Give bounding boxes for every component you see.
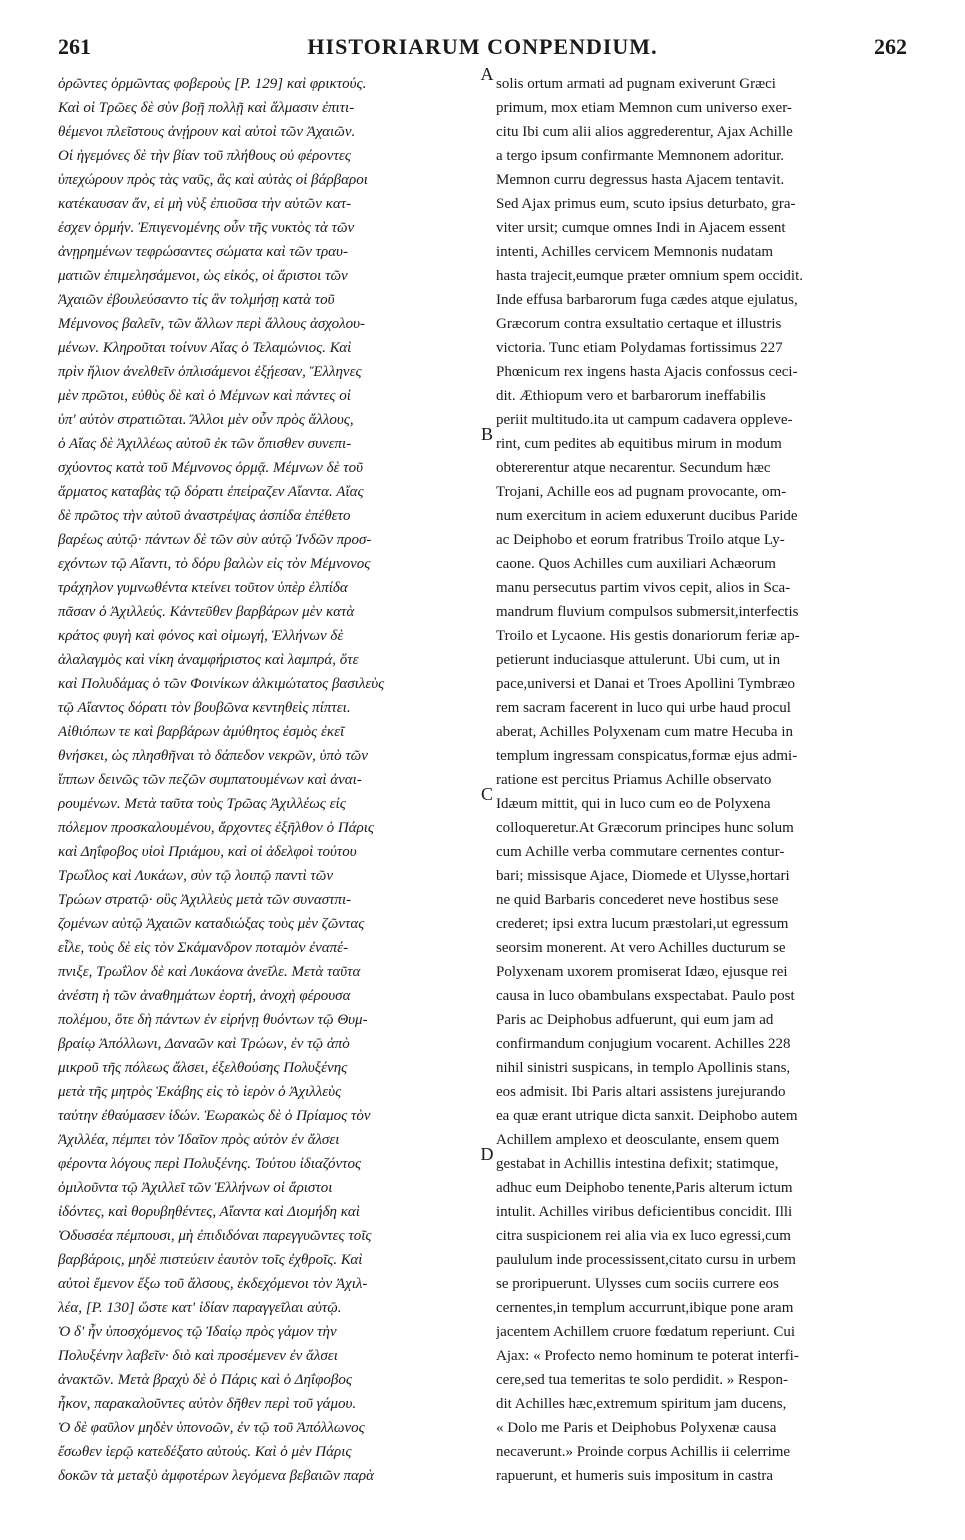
latin-text-column (496, 72, 908, 1488)
latin-text-line: ea quæ erant utrique dicta sanxit. Deiphobo autem (496, 1108, 798, 1124)
latin-text-line: primum, mox etiam Memnon cum universo exer- (496, 100, 792, 116)
greek-text-line: αὐτοὶ ἔμενον ἔξω τοῦ ἄλσους, ἐκδεχόμενοι τὸν Ἀχιλ- (58, 1276, 368, 1292)
latin-text-line: causa in luco obambulans exspectabat. Paulo post (496, 988, 795, 1004)
greek-text-line: Μέμνονος βαλεῖν, τῶν ἄλλων περὶ ἄλλους ἀσχολου- (58, 316, 365, 332)
greek-text-line: δὲ πρῶτος τὴν αὐτοῦ ἀναστρέψας ἀσπίδα ἐπέθετο (58, 508, 351, 524)
greek-text-line: Καὶ οἱ Τρῶες δὲ σὺν βοῇ πολλῇ καὶ ἅλμασιν ἐπιτι- (58, 100, 355, 116)
latin-text-line: paululum inde processissent,citato cursu in urbem (496, 1252, 796, 1268)
latin-text-line: periit multitudo.ita ut campum cadavera oppleve- (496, 412, 793, 428)
greek-text-line: καὶ Πολυδάμας ὁ τῶν Φοινίκων ἀλκιμώτατος βασιλεὺς (58, 676, 385, 692)
greek-text-line: έσχεν ὁρμήν. Ἐπιγενομένης οὖν τῆς νυκτὸς τὰ τῶν (58, 220, 355, 236)
latin-text-line: Græcorum contra exsultatio certaque et illustris (496, 316, 782, 332)
latin-text-line: cum Achille verba commutare cernentes contur- (496, 844, 785, 860)
latin-text-line: jacentem Achillem cruore fœdatum reperiunt. Cui (496, 1324, 796, 1340)
greek-text-line: βαρβάροις, μηδὲ πιστεύειν ἑαυτὸν τοῖς ἐχθροῖς. Καὶ (58, 1252, 363, 1268)
greek-text-line: λέα, [P. 130] ὥστε κατ' ἰδίαν παραγγεῖλαι αὐτῷ. (58, 1300, 342, 1316)
margin-letter-d: D (480, 1144, 494, 1164)
latin-text-line: citu Ibi cum alii alios aggrederentur, Ajax Achille (496, 124, 793, 140)
latin-text-line: intenti, Achilles cervicem Memnonis nudatam (496, 244, 774, 260)
greek-text-line: πολέμου, ὅτε δὴ πάντων ἐν εἰρήνῃ θυόντων τῷ Θυμ- (58, 1012, 368, 1028)
latin-text-line: cere,sed tua temeritas te solo perdidit. » Respon- (496, 1372, 788, 1388)
latin-text-line: Paris ac Deiphobus adfuerunt, qui eum jam ad (496, 1012, 774, 1028)
latin-text-line: ratione est percitus Priamus Achille observato (496, 772, 772, 788)
latin-text-line: aberat, Achilles Polyxenam cum matre Hecuba in (496, 724, 793, 740)
greek-text-line: Οἱ ἡγεμόνες δὲ τὴν βίαν τοῦ πλήθους οὐ φέροντες (58, 148, 351, 164)
latin-text-line: dit. Æthiopum vero et barbarorum ineffabilis (496, 388, 766, 404)
greek-text-line: Πολυξένην λαβεῖν· διὸ καὶ προσέμενεν ἐν ἄλσει (58, 1348, 338, 1364)
greek-text-line: ὁ Αἴας δὲ Ἀχιλλέως αὐτοῦ ἐκ τῶν ὄπισθεν συνεπι- (58, 436, 352, 452)
latin-text-line: intulit. Achilles viribus deficientibus concidit. Illi (496, 1204, 793, 1220)
greek-text-line: δοκῶν τὰ μεταξὺ ἀμφοτέρων λεγόμενα βεβαιῶν παρὰ (58, 1468, 374, 1484)
latin-text-line: crederet; ipsi extra lucum præstolari,ut egressum (496, 916, 789, 932)
margin-letter-a: A (480, 64, 494, 84)
latin-text-line: Phœnicum rex ingens hasta Ajacis confossus ceci- (496, 364, 798, 380)
greek-text-line: μὲν πρῶτοι, εὐθὺς δὲ καὶ ὁ Μέμνων καὶ πάντες οἱ (58, 388, 351, 404)
latin-text-line: necaverunt.» Proinde corpus Achillis ii celerrime (496, 1444, 791, 1460)
latin-text-line: eos admisit. Ibi Paris altari assistens jurejurando (496, 1084, 786, 1100)
latin-text-line: Memnon curru degressus hasta Ajacem tentavit. (496, 172, 785, 188)
greek-text-line: ἀλαλαγμὸς καὶ νίκη ἀναμφήριστος καὶ λαμπρά, ὅτε (58, 652, 359, 668)
greek-text-line: καὶ Δηΐφοβος υἱοὶ Πριάμου, καὶ οἱ ἀδελφοὶ τούτου (58, 844, 357, 860)
margin-letter-c: C (480, 784, 493, 804)
latin-text-line: manu persecutus partim vivos cepit, alios in Sca- (496, 580, 791, 596)
greek-text-line: πόλεμον προσκαλουμένου, ἄρχοντες ἐξῆλθον ὁ Πάρις (58, 820, 374, 836)
greek-text-line: Αἰθιόπων τε καὶ βαρβάρων ἀμύθητος ἐσμὸς ἐκεῖ (58, 724, 345, 740)
greek-text-line: Ἀχαιῶν ἐβουλεύσαντο τίς ἂν τολμήσῃ κατὰ τοῦ (58, 292, 335, 308)
greek-text-line: πρὶν ἥλιον ἀνελθεῖν ὁπλισάμενοι ἐξῄεσαν, Ἕλληνες (58, 364, 362, 380)
greek-text-line: ὁμιλοῦντα τῷ Ἀχιλλεῖ τῶν Ἑλλήνων οἱ ἄριστοι (58, 1180, 333, 1196)
latin-text-line: petierunt induciasque attulerunt. Ubi cum, ut in (496, 652, 781, 668)
latin-text-line: « Dolo me Paris et Deiphobus Polyxenæ causa (496, 1420, 777, 1436)
latin-text-line: adhuc eum Deiphobo tenente,Paris alterum ictum (496, 1180, 793, 1196)
greek-text-line: τῷ Αἴαντος δόρατι τὸν βουβῶνα κεντηθεὶς πίπτει. (58, 700, 351, 716)
latin-text-line: solis ortum armati ad pugnam exiverunt Græci (496, 76, 776, 92)
greek-text-line: ἅρματος καταβὰς τῷ δόρατι ἐπείραζεν Αἴαντα. Αἴας (58, 484, 364, 500)
greek-text-line: ἰδόντες, καὶ θορυβηθέντες, Αἴαντα καὶ Διομήδη καὶ (58, 1204, 360, 1220)
latin-text-line: hasta trajecit,eumque præter omnium spem occidit. (496, 268, 803, 284)
page-number-left: 261 (58, 34, 91, 59)
greek-text-line: ἵππων δεινῶς τῶν πεζῶν συμπατουμένων καὶ ἀναι- (58, 772, 362, 788)
greek-text-line: ἀνέστη ἡ τῶν ἀναθημάτων ἑορτή, ἀνοχὴ φέρουσα (58, 988, 351, 1004)
latin-text-line: se proripuerunt. Ulysses cum sociis currere eos (496, 1276, 779, 1292)
latin-text-line: rapuerunt, et humeris suis impositum in castra (496, 1468, 774, 1484)
greek-text-line: ματιῶν ἐπιμελησάμενοι, ὡς εἰκός, οἱ ἄριστοι τῶν (58, 268, 348, 284)
greek-text-line: ἀνακτῶν. Μετὰ βραχὺ δὲ ὁ Πάρις καὶ ὁ Δηΐφοβος (58, 1372, 352, 1388)
latin-text-line: num exercitum in aciem eduxerunt ducibus Paride (496, 508, 798, 524)
greek-text-line: πνιξε, Τρωΐλον δὲ καὶ Λυκάονα ἀνεῖλε. Μετὰ ταῦτα (58, 964, 361, 980)
latin-text-line: templum ingressam conspicatus,formæ ejus admi- (496, 748, 798, 764)
greek-text-line: μένων. Κληροῦται τοίνυν Αἴας ὁ Τελαμώνιος. Καὶ (58, 340, 352, 356)
latin-text-line: bari; missisque Ajace, Diomede et Ulysse,hortari (496, 868, 790, 884)
greek-text-line: κράτος φυγὴ καὶ φόνος καὶ οἰμωγή, Ἑλλήνων δὲ (58, 628, 344, 644)
greek-text-line: φέροντα λόγους περὶ Πολυξένης. Τούτου ἰδιαζόντος (58, 1156, 362, 1172)
greek-text-line: κατέκαυσαν ἄν, εἰ μὴ νὺξ ἐπιοῦσα τὴν αὐτῶν κατ- (58, 196, 352, 212)
latin-text-line: dit Achilles hæc,extremum spiritum jam ducens, (496, 1396, 787, 1412)
latin-text-line: Inde effusa barbarorum fuga cædes atque ejulatus, (496, 292, 798, 308)
greek-text-line: ὑπεχώρουν πρὸς τὰς ναῦς, ἃς καὶ αὐτὰς οἱ βάρβαροι (58, 172, 368, 188)
latin-text-line: rem sacram facerent in luco qui urbe haud procul (496, 700, 791, 716)
latin-text-line: gestabat in Achillis intestina defixit; statimque, (496, 1156, 779, 1172)
greek-text-line: θνήσκει, ὡς πλησθῆναι τὸ δάπεδον νεκρῶν, ὑπὸ τῶν (58, 748, 368, 764)
latin-text-line: cernentes,in templum accurrunt,ibique pone aram (496, 1300, 794, 1316)
latin-text-line: victoria. Tunc etiam Polydamas fortissimus 227 (496, 340, 783, 356)
latin-text-line: pace,universi et Danai et Troes Apollini Tymbræo (496, 676, 796, 692)
greek-text-line: ζομένων αὐτῷ Ἀχαιῶν καταδιώξας τοὺς μὲν ζῶντας (58, 916, 365, 932)
latin-text-line: Achillem amplexo et deosculante, ensem quem (496, 1132, 780, 1148)
latin-text-line: Troilo et Lycaone. His gestis donariorum feriæ ap- (496, 628, 800, 644)
latin-text-line: Polyxenam uxorem promiserat Idæo, ejusque rei (496, 964, 788, 980)
greek-text-line: ὑπ' αὐτὸν στρατιῶται. Ἄλλοι μὲν οὖν πρὸς ἄλλους, (58, 412, 354, 428)
greek-text-line: Ὀδυσσέα πέμπουσι, μὴ ἐπιδιδόναι παρεγγυῶντες τοῖς (58, 1228, 372, 1244)
latin-text-line: ac Deiphobo et eorum fratribus Troilo atque Ly- (496, 532, 785, 548)
latin-text-line: citra suspicionem rei alia via ex luco egressi,cum (496, 1228, 791, 1244)
running-head (58, 34, 907, 66)
latin-text-line: Ajax: « Profecto nemo hominum te poterat interfi- (496, 1348, 799, 1364)
latin-text-line: mandrum fluvium compulsos submersit,interfectis (496, 604, 799, 620)
latin-text-line: Sed Ajax primus eum, scuto ipsius deturbato, gra- (496, 196, 796, 212)
running-title: HISTORIARUM CONPENDIUM. (307, 34, 658, 59)
latin-text-line: a tergo ipsum confirmante Memnonem adoritur. (496, 148, 784, 164)
greek-text-line: ταύτην ἐθαύμασεν ἰδών. Ἑωρακὼς δὲ ὁ Πρίαμος τὸν (58, 1108, 371, 1124)
latin-text-line: Idæum mittit, qui in luco cum eo de Polyxena (496, 796, 771, 812)
greek-text-line: Ὁ δ' ἦν ὑποσχόμενος τῷ Ἰδαίῳ πρὸς γάμον τὴν (58, 1324, 337, 1340)
greek-text-column (58, 72, 482, 1488)
greek-text-line: μικροῦ τῆς πόλεως ἄλσει, ἐξελθούσης Πολυξένης (58, 1060, 348, 1076)
latin-text-line: nihil sinistri suspicans, in templo Apollinis stans, (496, 1060, 791, 1076)
margin-letter-b: B (480, 424, 493, 444)
greek-text-line: μετὰ τῆς μητρὸς Ἑκάβης εἰς τὸ ἱερὸν ὁ Ἀχιλλεὺς (58, 1084, 342, 1100)
latin-text-line: Trojani, Achille eos ad pugnam provocante, om- (496, 484, 787, 500)
greek-text-line: Τρώων στρατῷ· οὓς Ἀχιλλεὺς μετὰ τῶν συναστπι- (58, 892, 352, 908)
greek-text-line: σχύοντος κατὰ τοῦ Μέμνονος ὁρμᾷ. Μέμνων δὲ τοῦ (58, 460, 363, 476)
latin-text-line: seorsim monerent. At vero Achilles ducturum se (496, 940, 786, 956)
latin-text-line: viter ursit; cumque omnes Indi in Ajacem essent (496, 220, 786, 236)
greek-text-line: Ὁ δὲ φαῦλον μηδὲν ὑπονοῶν, ἐν τῷ τοῦ Ἀπόλλωνος (58, 1420, 365, 1436)
greek-text-line: Τρωΐλος καὶ Λυκάων, σὺν τῷ λοιπῷ παντὶ τῶν (58, 868, 333, 884)
latin-text-line: colloqueretur.At Græcorum principes hunc solum (496, 820, 794, 836)
latin-text-line: confirmandum conjugium vocarent. Achilles 228 (496, 1036, 791, 1052)
greek-text-line: Ἀχιλλέα, πέμπει τὸν Ἰδαῖον πρὸς αὐτὸν ἐν ἄλσει (58, 1132, 340, 1148)
greek-text-line: τράχηλον γυμνωθέντα κτείνει τοῦτον ὑπὲρ ἐλπίδα (58, 580, 348, 596)
greek-text-line: ὁρῶντες ὁρμῶντας φοβεροὺς [P. 129] καὶ φρικτούς. (58, 76, 367, 92)
greek-text-line: πᾶσαν ὁ Ἀχιλλεύς. Κἀντεῦθεν βαρβάρων μὲν κατὰ (58, 604, 355, 620)
greek-text-line: βαρέως αὐτῷ· πάντων δὲ τῶν σὺν αὐτῷ Ἰνδῶν προσ- (58, 532, 372, 548)
greek-text-line: εχόντων τῷ Αἴαντι, τὸ δόρυ βαλὼν εἰς τὸν Μέμνονος (58, 556, 371, 572)
latin-text-line: caone. Quos Achilles cum auxiliari Achæorum (496, 556, 776, 572)
greek-text-line: θέμενοι πλεῖστους ἀνῄρουν καὶ αὐτοὶ τῶν Ἀχαιῶν. (58, 124, 356, 140)
greek-text-line: βραίῳ Ἀπόλλωνι, Δαναῶν καὶ Τρώων, ἐν τῷ ἀπὸ (58, 1036, 350, 1052)
greek-text-line: ρουμένων. Μετὰ ταῦτα τοὺς Τρῶας Ἀχιλλέως εἰς (58, 796, 346, 812)
greek-text-line: ἔσωθεν ἱερῷ κατεδέξατο αὐτούς. Καὶ ὁ μὲν Πάρις (58, 1444, 352, 1460)
greek-text-line: ἧκον, παρακαλοῦντες αὐτὸν δῆθεν περὶ τοῦ γάμου. (58, 1396, 357, 1412)
greek-text-line: ἀνῃρημένων τεφρώσαντες σώματα καὶ τῶν τραυ- (58, 244, 348, 260)
latin-text-line: obtererentur atque necarentur. Secundum hæc (496, 460, 771, 476)
greek-text-line: εἷλε, τοὺς δὲ εἰς τὸν Σκάμανδρον ποταμὸν ἐναπέ- (58, 940, 349, 956)
latin-text-line: rint, cum pedites ab equitibus mirum in modum (496, 436, 782, 452)
latin-text-line: ne quid Barbaris concederet neve hostibus sese (496, 892, 779, 908)
page-number-right: 262 (874, 34, 907, 59)
